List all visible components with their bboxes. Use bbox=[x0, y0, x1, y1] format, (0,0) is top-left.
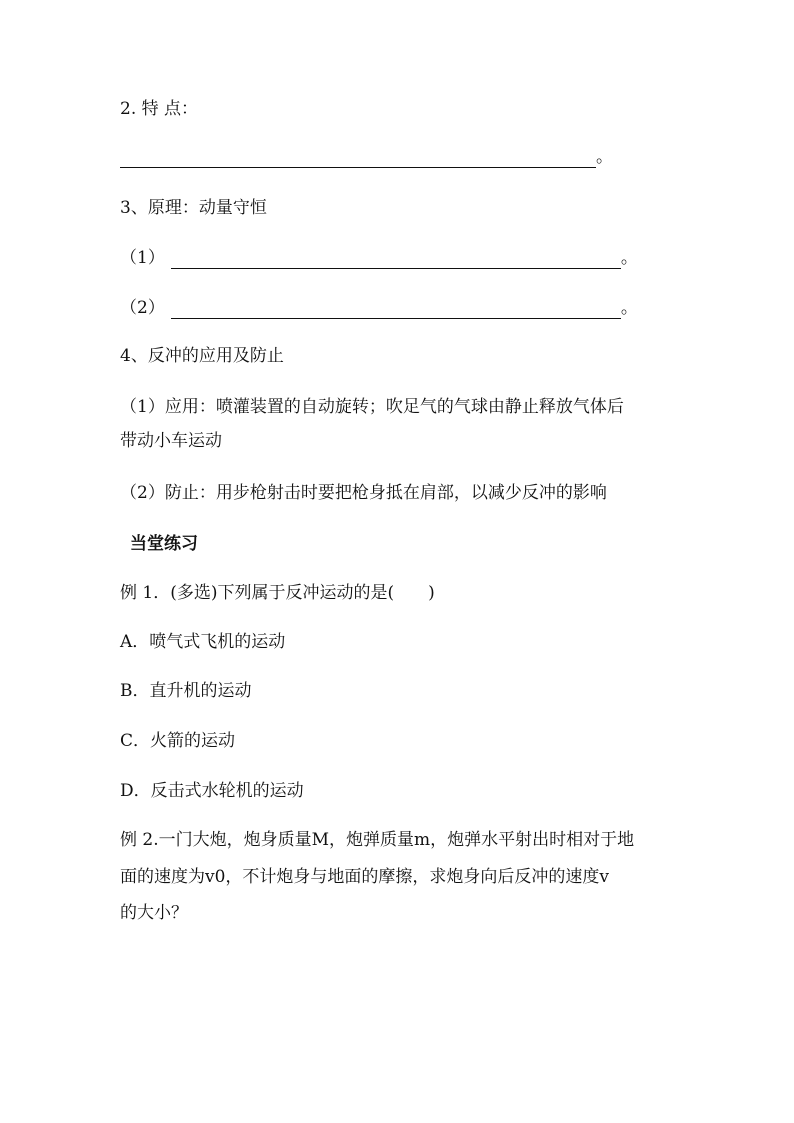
example-2-line-3: 的大小？ bbox=[120, 903, 188, 923]
section-4-item-1-line-2: 带动小车运动 bbox=[120, 431, 222, 451]
section-3-title: 3、原理：动量守恒 bbox=[120, 198, 267, 218]
example-2-line-2: 面的速度为v0，不计炮身与地面的摩擦，求炮身向后反冲的速度v bbox=[120, 867, 610, 887]
example-2-line-1: 例 2.一门大炮，炮身质量M，炮弹质量m，炮弹水平射出时相对于地 bbox=[120, 830, 635, 850]
section-3-item-1 bbox=[120, 247, 638, 269]
blank-end-mark: 。 bbox=[620, 248, 638, 268]
section-4-title: 4、反冲的应用及防止 bbox=[120, 346, 284, 366]
section-2-blank-row bbox=[120, 146, 613, 168]
item-2-prefix: （2） bbox=[120, 298, 165, 318]
section-4-item-1-line-1: （1）应用：喷灌装置的自动旋转；吹足气的气球由静止释放气体后 bbox=[120, 397, 624, 417]
section-4-item-2: （2）防止：用步枪射击时要把枪身抵在肩部，以减少反冲的影响 bbox=[120, 483, 607, 503]
item-1-prefix: （1） bbox=[120, 248, 165, 268]
fill-in-blank[interactable] bbox=[171, 254, 621, 269]
fill-in-blank[interactable] bbox=[120, 153, 596, 168]
blank-end-mark: 。 bbox=[596, 147, 613, 167]
blank-end-mark: 。 bbox=[620, 298, 638, 318]
example-1-option-a: A．喷气式飞机的运动 bbox=[120, 632, 286, 652]
example-1-option-b: B．直升机的运动 bbox=[120, 681, 252, 701]
example-1-option-c: C．火箭的运动 bbox=[120, 731, 236, 751]
section-3-item-2 bbox=[120, 297, 638, 319]
section-2-title: 2. 特 点： bbox=[120, 99, 199, 119]
practice-heading: 当堂练习 bbox=[130, 534, 198, 554]
example-1-question: 例 1．(多选)下列属于反冲运动的是( ) bbox=[120, 583, 435, 603]
fill-in-blank[interactable] bbox=[171, 304, 621, 319]
example-1-option-d: D．反击式水轮机的运动 bbox=[120, 781, 304, 801]
